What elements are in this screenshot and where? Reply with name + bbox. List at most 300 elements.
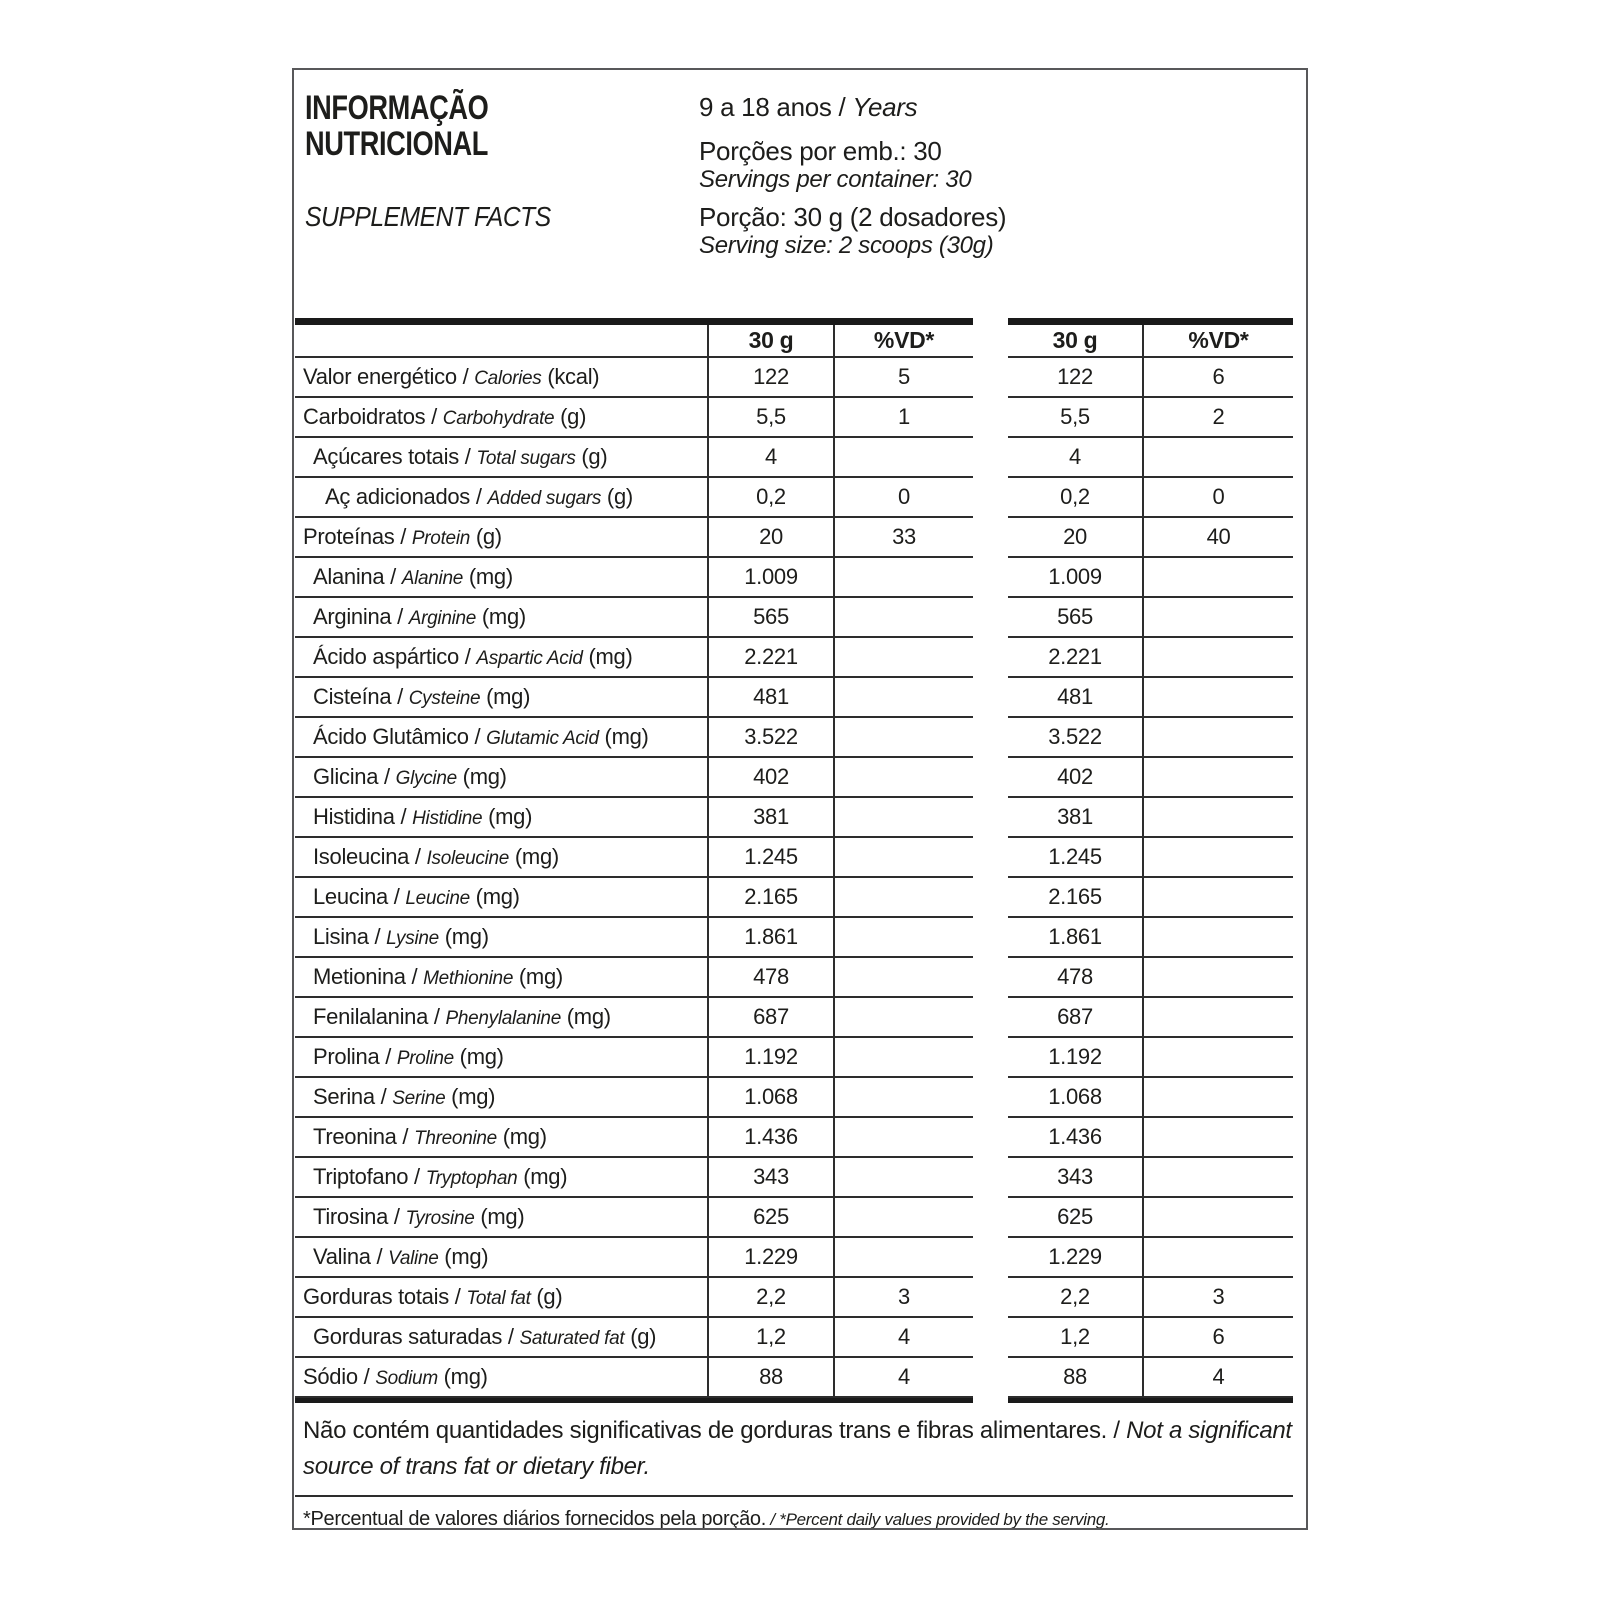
nutrient-unit: (g) — [575, 444, 608, 469]
col-header-amount-2: 30 g — [1008, 325, 1142, 358]
value-amount-2: 1.245 — [1008, 838, 1142, 878]
nutrient-name-en: Added sugars — [487, 488, 602, 509]
value-amount-2: 5,5 — [1008, 398, 1142, 438]
nutrient-name-pt: Tirosina — [313, 1204, 389, 1229]
value-dv-2 — [1142, 1238, 1293, 1278]
value-amount-2: 2.165 — [1008, 878, 1142, 918]
top-bar-segment-left — [295, 318, 973, 325]
trans-fat-note-en: Not a significant source of trans fat or dietary fiber. — [303, 1417, 1292, 1480]
separator: / — [405, 964, 424, 989]
value-dv-1: 0 — [835, 478, 973, 518]
value-amount-2: 122 — [1008, 358, 1142, 398]
nutrient-name-pt: Valor energético — [303, 364, 457, 389]
value-amount-2: 1.192 — [1008, 1038, 1142, 1078]
table-row — [295, 1318, 1293, 1358]
value-amount-1: 2.221 — [707, 638, 835, 678]
row-label — [295, 958, 707, 998]
value-amount-1: 402 — [707, 758, 835, 798]
row-label — [295, 878, 707, 918]
nutrient-name-pt: Prolina — [313, 1044, 380, 1069]
nutrient-name-pt: Treonina — [313, 1124, 397, 1149]
value-amount-1: 20 — [707, 518, 835, 558]
separator: / — [409, 844, 427, 869]
nutrient-name-pt: Lisina — [313, 924, 369, 949]
value-dv-2 — [1142, 998, 1293, 1038]
value-amount-1: 481 — [707, 678, 835, 718]
value-amount-1: 1.245 — [707, 838, 835, 878]
value-amount-1: 381 — [707, 798, 835, 838]
value-dv-1: 1 — [835, 398, 973, 438]
value-amount-1: 2,2 — [707, 1278, 835, 1318]
table-row — [295, 398, 1293, 438]
nutrient-unit: (mg) — [438, 924, 489, 949]
col-header-amount-1: 30 g — [707, 325, 835, 358]
value-amount-1: 3.522 — [707, 718, 835, 758]
table-row — [295, 878, 1293, 918]
value-amount-2: 2,2 — [1008, 1278, 1142, 1318]
value-dv-1 — [835, 1078, 973, 1118]
nutrient-name-pt: Triptofano — [313, 1164, 409, 1189]
separator: / — [379, 1044, 397, 1069]
column-gap — [973, 558, 1008, 598]
nutrient-name-pt: Metionina — [313, 964, 406, 989]
value-amount-2: 20 — [1008, 518, 1142, 558]
column-gap — [973, 998, 1008, 1038]
nutrient-unit: (mg) — [513, 964, 563, 989]
table-row — [295, 1358, 1293, 1398]
value-dv-1 — [835, 638, 973, 678]
table-row — [295, 518, 1293, 558]
separator: / — [394, 524, 412, 549]
table-row — [295, 1198, 1293, 1238]
value-dv-1 — [835, 878, 973, 918]
separator: / — [425, 404, 443, 429]
table-row — [295, 1158, 1293, 1198]
row-label — [295, 678, 707, 718]
row-label — [295, 798, 707, 838]
nutrient-unit: (mg) — [560, 1004, 611, 1029]
value-amount-1: 1,2 — [707, 1318, 835, 1358]
nutrient-name-pt: Arginina — [313, 604, 392, 629]
table-top-bar — [295, 318, 1293, 325]
value-amount-1: 1.229 — [707, 1238, 835, 1278]
label-title-line2: NUTRICIONAL — [305, 125, 488, 163]
nutrient-name-en: Valine — [388, 1248, 439, 1269]
nutrient-unit: (mg) — [437, 1364, 488, 1389]
column-gap — [973, 358, 1008, 398]
nutrient-name-en: Isoleucine — [426, 848, 510, 869]
nutrient-name-en: Leucine — [405, 888, 470, 909]
row-label — [295, 1358, 707, 1398]
table-row — [295, 638, 1293, 678]
nutrient-name-en: Total fat — [466, 1288, 531, 1309]
nutrient-name-pt: Histidina — [313, 804, 395, 829]
value-dv-2 — [1142, 758, 1293, 798]
nutrient-name-en: Calories — [474, 368, 542, 389]
value-dv-1: 4 — [835, 1358, 973, 1398]
value-dv-1 — [835, 798, 973, 838]
column-gap — [973, 1078, 1008, 1118]
nutrient-name-en: Tyrosine — [405, 1208, 475, 1229]
nutrient-unit: (mg) — [582, 644, 633, 669]
value-amount-2: 1.436 — [1008, 1118, 1142, 1158]
value-dv-1 — [835, 758, 973, 798]
value-amount-2: 1.009 — [1008, 558, 1142, 598]
value-dv-1 — [835, 838, 973, 878]
label-header — [294, 70, 1306, 318]
table-row — [295, 958, 1293, 998]
top-bar-segment-right — [1008, 318, 1293, 325]
value-dv-2 — [1142, 878, 1293, 918]
table-row — [295, 998, 1293, 1038]
table-row — [295, 1038, 1293, 1078]
value-dv-1: 4 — [835, 1318, 973, 1358]
separator: / — [391, 604, 409, 629]
divider-rule — [295, 1495, 1293, 1497]
nutrient-unit: (mg) — [453, 1044, 504, 1069]
table-row — [295, 678, 1293, 718]
column-gap — [973, 838, 1008, 878]
value-amount-2: 402 — [1008, 758, 1142, 798]
row-label — [295, 1038, 707, 1078]
nutrient-name-pt: Carboidratos — [303, 404, 426, 429]
trans-fat-note — [303, 1413, 1292, 1485]
nutrient-unit: (mg) — [509, 844, 559, 869]
nutrient-unit: (mg) — [496, 1124, 547, 1149]
column-gap — [973, 325, 1008, 358]
value-dv-1 — [835, 998, 973, 1038]
value-amount-1: 1.861 — [707, 918, 835, 958]
column-gap — [973, 918, 1008, 958]
value-amount-1: 1.436 — [707, 1118, 835, 1158]
value-amount-1: 343 — [707, 1158, 835, 1198]
col-header-dv-1: %VD* — [835, 325, 973, 358]
row-label — [295, 438, 707, 478]
value-amount-1: 4 — [707, 438, 835, 478]
nutrient-name-en: Phenylalanine — [445, 1008, 561, 1029]
nutrient-name-pt: Isoleucina — [313, 844, 410, 869]
column-gap — [973, 758, 1008, 798]
nutrient-unit: (mg) — [445, 1084, 496, 1109]
row-label — [295, 1198, 707, 1238]
value-amount-1: 625 — [707, 1198, 835, 1238]
column-gap — [973, 878, 1008, 918]
value-dv-2: 6 — [1142, 358, 1293, 398]
value-dv-2: 2 — [1142, 398, 1293, 438]
value-amount-2: 1.861 — [1008, 918, 1142, 958]
row-label — [295, 478, 707, 518]
column-gap — [973, 478, 1008, 518]
table-row — [295, 1078, 1293, 1118]
value-dv-2 — [1142, 718, 1293, 758]
column-gap — [973, 1038, 1008, 1078]
value-amount-2: 381 — [1008, 798, 1142, 838]
table-row — [295, 758, 1293, 798]
table-row — [295, 838, 1293, 878]
serving-info — [699, 92, 1006, 260]
separator: / — [391, 684, 409, 709]
nutrient-name-pt: Açúcares totais — [313, 444, 459, 469]
value-amount-2: 2.221 — [1008, 638, 1142, 678]
value-dv-1 — [835, 918, 973, 958]
row-label — [295, 998, 707, 1038]
label-title — [305, 90, 528, 162]
nutrient-name-pt: Ácido Glutâmico — [313, 724, 469, 749]
table-row — [295, 598, 1293, 638]
value-dv-2 — [1142, 1198, 1293, 1238]
nutrient-name-pt: Gorduras totais — [303, 1284, 449, 1309]
nutrient-name-en: Serine — [392, 1088, 446, 1109]
row-label — [295, 1278, 707, 1318]
column-gap — [973, 1278, 1008, 1318]
nutrient-name-pt: Cisteína — [313, 684, 392, 709]
nutrient-unit: (g) — [554, 404, 587, 429]
row-label — [295, 1078, 707, 1118]
row-label — [295, 518, 707, 558]
separator: / — [368, 924, 387, 949]
nutrient-name-en: Glycine — [395, 768, 457, 789]
daily-values-footnote-en: *Percent daily values provided by the serving. — [779, 1510, 1110, 1529]
separator: / — [448, 1284, 467, 1309]
column-gap — [973, 638, 1008, 678]
bottom-bar-gap — [973, 1398, 1008, 1403]
separator: / — [458, 444, 477, 469]
row-label — [295, 558, 707, 598]
value-dv-1 — [835, 1038, 973, 1078]
nutrient-unit: (mg) — [480, 684, 531, 709]
table-row — [295, 1118, 1293, 1158]
nutrient-unit: (mg) — [517, 1164, 568, 1189]
table-row — [295, 478, 1293, 518]
value-amount-2: 478 — [1008, 958, 1142, 998]
separator: / — [456, 364, 475, 389]
row-label — [295, 718, 707, 758]
nutrient-unit: (mg) — [469, 884, 520, 909]
nutrient-unit: (mg) — [482, 804, 533, 829]
value-dv-2 — [1142, 1118, 1293, 1158]
value-dv-1 — [835, 598, 973, 638]
col-header-dv-2: %VD* — [1142, 325, 1293, 358]
label-title-line1: INFORMAÇÃO — [305, 89, 489, 127]
table-row — [295, 798, 1293, 838]
separator: / — [394, 804, 413, 829]
nutrient-unit: (mg) — [456, 764, 507, 789]
value-amount-1: 1.009 — [707, 558, 835, 598]
value-amount-2: 4 — [1008, 438, 1142, 478]
nutrient-unit: (g) — [470, 524, 502, 549]
separator: / — [378, 764, 396, 789]
value-dv-1 — [835, 1118, 973, 1158]
age-range — [699, 92, 1006, 122]
value-amount-1: 5,5 — [707, 398, 835, 438]
value-dv-2: 3 — [1142, 1278, 1293, 1318]
column-gap — [973, 438, 1008, 478]
nutrient-name-en: Carbohydrate — [442, 408, 555, 429]
separator: / — [388, 1204, 406, 1229]
value-amount-2: 1,2 — [1008, 1318, 1142, 1358]
age-range-en: Years — [852, 92, 918, 122]
age-range-pt: 9 a 18 anos — [699, 92, 832, 122]
nutrient-name-pt: Glicina — [313, 764, 379, 789]
nutrient-name-pt: Alanina — [313, 564, 385, 589]
value-amount-2: 565 — [1008, 598, 1142, 638]
nutrient-unit: (g) — [624, 1324, 657, 1349]
value-dv-2 — [1142, 1078, 1293, 1118]
nutrition-label — [292, 68, 1308, 1530]
bottom-bar-segment-left — [295, 1398, 973, 1403]
separator: / — [765, 1510, 780, 1529]
table-row — [295, 438, 1293, 478]
value-amount-1: 2.165 — [707, 878, 835, 918]
value-dv-2: 40 — [1142, 518, 1293, 558]
nutrient-name-pt: Fenilalanina — [313, 1004, 429, 1029]
table-header-row — [295, 325, 1293, 358]
column-gap — [973, 518, 1008, 558]
nutrient-name-en: Arginine — [408, 608, 477, 629]
nutrient-name-en: Methionine — [423, 968, 514, 989]
value-amount-2: 343 — [1008, 1158, 1142, 1198]
daily-values-footnote — [303, 1508, 1306, 1530]
top-bar-gap — [973, 318, 1008, 325]
table-bottom-bar — [295, 1398, 1293, 1403]
row-label — [295, 1238, 707, 1278]
nutrient-unit: (mg) — [476, 604, 526, 629]
value-dv-2 — [1142, 438, 1293, 478]
column-gap — [973, 1358, 1008, 1398]
value-amount-1: 0,2 — [707, 478, 835, 518]
servings-per-container-en: Servings per container: 30 — [699, 166, 972, 193]
value-amount-1: 478 — [707, 958, 835, 998]
separator: / — [458, 644, 477, 669]
value-dv-1 — [835, 1238, 973, 1278]
row-label — [295, 358, 707, 398]
value-amount-2: 1.229 — [1008, 1238, 1142, 1278]
nutrient-name-pt: Ácido aspártico — [313, 644, 459, 669]
nutrient-unit: (mg) — [438, 1244, 489, 1269]
separator: / — [408, 1164, 426, 1189]
nutrient-name-pt: Aç adicionados — [325, 484, 471, 509]
value-dv-2 — [1142, 838, 1293, 878]
separator: / — [1107, 1417, 1127, 1444]
value-dv-2: 0 — [1142, 478, 1293, 518]
nutrient-name-pt: Proteínas — [303, 524, 395, 549]
nutrient-name-en: Proline — [396, 1048, 454, 1069]
value-amount-1: 1.192 — [707, 1038, 835, 1078]
servings-per-container-pt: Porções por emb.: 30 — [699, 136, 942, 166]
column-gap — [973, 1238, 1008, 1278]
nutrient-name-en: Alanine — [401, 568, 464, 589]
value-dv-1 — [835, 1198, 973, 1238]
facts-table — [295, 318, 1293, 1403]
nutrient-name-pt: Serina — [313, 1084, 375, 1109]
nutrient-name-en: Cysteine — [408, 688, 481, 709]
nutrient-unit: (mg) — [463, 564, 513, 589]
column-gap — [973, 1158, 1008, 1198]
value-amount-2: 481 — [1008, 678, 1142, 718]
table-row — [295, 918, 1293, 958]
value-dv-1 — [835, 438, 973, 478]
nutrient-unit: (g) — [530, 1284, 563, 1309]
value-dv-2 — [1142, 918, 1293, 958]
value-dv-2 — [1142, 558, 1293, 598]
separator: / — [387, 884, 406, 909]
nutrient-name-en: Saturated fat — [519, 1328, 625, 1349]
table-row — [295, 718, 1293, 758]
serving-size-en: Serving size: 2 scoops (30g) — [699, 232, 994, 259]
value-dv-1 — [835, 718, 973, 758]
nutrient-name-pt: Gorduras saturadas — [313, 1324, 503, 1349]
nutrient-unit: (mg) — [474, 1204, 525, 1229]
nutrient-name-en: Tryptophan — [425, 1168, 518, 1189]
table-body — [295, 358, 1293, 1398]
column-gap — [973, 798, 1008, 838]
row-label — [295, 1118, 707, 1158]
nutrient-name-en: Threonine — [414, 1128, 497, 1149]
nutrient-unit: (g) — [601, 484, 633, 509]
row-label — [295, 918, 707, 958]
nutrient-name-en: Glutamic Acid — [486, 728, 599, 749]
value-dv-1 — [835, 678, 973, 718]
separator: / — [831, 92, 853, 122]
nutrient-name-en: Sodium — [375, 1368, 438, 1389]
value-amount-2: 0,2 — [1008, 478, 1142, 518]
value-dv-2 — [1142, 1038, 1293, 1078]
value-dv-1 — [835, 1158, 973, 1198]
nutrient-name-pt: Sódio — [303, 1364, 358, 1389]
column-gap — [973, 398, 1008, 438]
table-row — [295, 558, 1293, 598]
value-dv-1: 33 — [835, 518, 973, 558]
serving-size-pt: Porção: 30 g (2 dosadores) — [699, 202, 1007, 232]
value-dv-1: 3 — [835, 1278, 973, 1318]
value-dv-1 — [835, 558, 973, 598]
nutrient-name-pt: Leucina — [313, 884, 388, 909]
value-amount-1: 687 — [707, 998, 835, 1038]
value-amount-1: 88 — [707, 1358, 835, 1398]
value-dv-2 — [1142, 678, 1293, 718]
column-gap — [973, 678, 1008, 718]
label-header-left — [305, 90, 584, 233]
row-label — [295, 1318, 707, 1358]
value-amount-1: 565 — [707, 598, 835, 638]
value-dv-2 — [1142, 638, 1293, 678]
column-gap — [973, 1198, 1008, 1238]
column-gap — [973, 718, 1008, 758]
nutrient-name-en: Aspartic Acid — [476, 648, 583, 669]
value-amount-2: 625 — [1008, 1198, 1142, 1238]
daily-values-footnote-pt: *Percentual de valores diários fornecidos pela porção. — [303, 1508, 766, 1530]
trans-fat-note-pt: Não contém quantidades significativas de gorduras trans e fibras alimentares. — [303, 1417, 1108, 1444]
value-dv-2 — [1142, 1158, 1293, 1198]
row-label — [295, 1158, 707, 1198]
column-gap — [973, 1118, 1008, 1158]
value-dv-2: 4 — [1142, 1358, 1293, 1398]
row-label — [295, 398, 707, 438]
value-dv-2 — [1142, 798, 1293, 838]
row-label — [295, 598, 707, 638]
row-label — [295, 638, 707, 678]
value-amount-2: 687 — [1008, 998, 1142, 1038]
table-row — [295, 1278, 1293, 1318]
value-amount-2: 1.068 — [1008, 1078, 1142, 1118]
value-amount-2: 3.522 — [1008, 718, 1142, 758]
column-gap — [973, 958, 1008, 998]
separator: / — [502, 1324, 520, 1349]
value-amount-2: 88 — [1008, 1358, 1142, 1398]
table-row — [295, 1238, 1293, 1278]
value-dv-1 — [835, 958, 973, 998]
nutrient-name-en: Total sugars — [476, 448, 576, 469]
